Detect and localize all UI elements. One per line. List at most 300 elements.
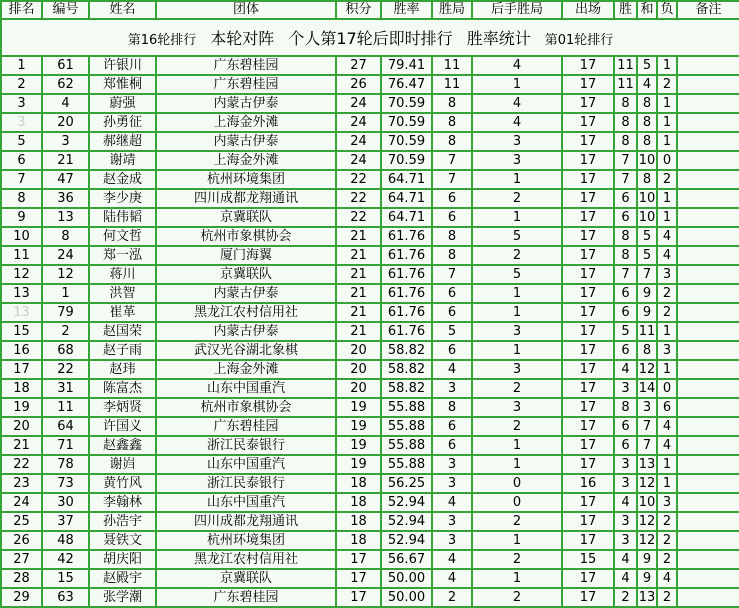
points-cell: 19 [336,417,381,436]
win-rate-cell: 64.71 [381,170,432,189]
games-played-cell: 17 [562,113,614,132]
note-cell [677,265,739,284]
second-move-wins-cell: 4 [472,94,562,113]
player-name-cell: 李少庚 [89,189,156,208]
player-id-cell: 20 [42,113,89,132]
rank-cell: 13 [1,284,42,303]
win-rate-cell: 55.88 [381,398,432,417]
draw-cell: 8 [637,341,657,360]
note-cell [677,170,739,189]
table-row [1,246,739,265]
draw-cell: 10 [638,210,656,225]
second-move-wins-cell: 3 [472,360,562,379]
second-move-wins-cell: 1 [472,75,562,94]
wins-cell: 6 [432,189,472,208]
note-cell [677,113,739,132]
rank-cell: 3 [1,113,42,132]
win-rate-cell: 64.71 [381,208,432,227]
wins-cell: 6 [432,417,472,436]
games-played-cell: 17 [562,227,614,246]
table-row [1,474,739,493]
win-rate-cell: 70.59 [381,151,432,170]
note-cell [677,398,739,417]
second-move-wins-cell: 1 [472,455,562,474]
wins-cell: 7 [432,151,472,170]
points-cell: 17 [336,588,381,607]
rank-cell: 15 [1,322,42,341]
wins-cell: 8 [432,132,472,151]
player-id-cell: 13 [42,208,89,227]
games-played-cell: 17 [562,588,614,607]
team-cell: 京冀联队 [156,569,336,588]
draw-cell: 8 [637,170,657,189]
table-row [1,75,739,94]
table-row [1,455,739,474]
wins-cell: 7 [432,170,472,189]
points-cell: 18 [336,531,381,550]
second-move-wins-cell: 1 [472,531,562,550]
loss-cell: 4 [657,227,677,246]
team-cell: 广东碧桂园 [156,56,336,75]
wins-cell: 6 [432,303,472,322]
games-played-cell: 15 [562,550,614,569]
table-row [1,398,739,417]
nav-link-win-rate-stats[interactable]: 胜率统计 [466,29,531,48]
table-row [1,341,739,360]
games-played-cell: 17 [562,341,614,360]
wins-cell: 4 [432,360,472,379]
table-row [1,94,739,113]
loss-cell: 2 [657,170,677,189]
rank-cell: 3 [1,94,42,113]
player-id-cell: 4 [42,94,89,113]
player-id-cell: 2 [42,322,89,341]
nav-link-round16-ranking[interactable]: 第16轮排行 [127,33,197,48]
draw-cell: 10 [638,495,656,510]
wins-cell: 4 [432,550,472,569]
nav-link-individual-round17-live-ranking[interactable]: 个人第17轮后即时排行 [288,29,453,48]
player-name-cell: 崔革 [89,303,156,322]
win-rate-cell: 70.59 [381,132,432,151]
games-played-cell: 17 [562,531,614,550]
win-rate-cell: 52.94 [381,531,432,550]
win-rate-cell: 55.88 [381,455,432,474]
games-played-cell: 17 [562,265,614,284]
team-cell: 山东中国重汽 [156,379,336,398]
player-id-cell: 79 [42,303,89,322]
second-move-wins-cell: 1 [472,303,562,322]
points-cell: 19 [336,455,381,474]
win-cell: 7 [614,151,637,170]
second-move-wins-cell: 5 [472,265,562,284]
draw-cell: 10 [638,191,656,206]
player-id-cell: 15 [42,569,89,588]
games-played-cell: 17 [562,417,614,436]
loss-cell: 1 [657,113,677,132]
games-played-cell: 17 [562,132,614,151]
player-id-cell: 47 [42,170,89,189]
second-move-wins-cell: 1 [472,436,562,455]
wins-cell: 11 [432,56,472,75]
second-move-wins-cell: 4 [472,56,562,75]
team-cell: 浙江民泰银行 [156,436,336,455]
note-cell [677,493,739,512]
table-row [1,569,739,588]
player-id-cell: 11 [42,398,89,417]
win-rate-cell: 61.76 [381,322,432,341]
player-id-cell: 3 [42,132,89,151]
team-cell: 黑龙江农村信用社 [156,550,336,569]
second-move-wins-cell: 3 [472,322,562,341]
games-played-cell: 17 [562,246,614,265]
player-name-cell: 许国义 [89,417,156,436]
loss-cell: 4 [657,569,677,588]
table-row [1,56,739,75]
wins-cell: 6 [432,436,472,455]
second-move-wins-cell: 2 [472,417,562,436]
win-rate-cell: 58.82 [381,379,432,398]
win-rate-cell: 61.76 [381,303,432,322]
win-cell: 6 [614,189,637,208]
column-header-draw: 和 [637,1,657,19]
player-id-cell: 71 [42,436,89,455]
rank-cell: 17 [1,360,42,379]
points-cell: 22 [336,170,381,189]
games-played-cell: 17 [562,455,614,474]
second-move-wins-cell: 1 [472,341,562,360]
games-played-cell: 16 [562,474,614,493]
table-row [1,303,739,322]
second-move-wins-cell: 2 [472,189,562,208]
team-cell: 内蒙古伊泰 [156,132,336,151]
note-cell [677,436,739,455]
column-header-rank: 排名 [1,1,42,19]
player-name-cell: 李翰林 [89,493,156,512]
points-cell: 17 [336,550,381,569]
note-cell [677,550,739,569]
column-header-player-id: 编号 [42,1,89,19]
rank-cell: 19 [1,398,42,417]
loss-cell: 1 [657,132,677,151]
games-played-cell: 17 [562,569,614,588]
win-cell: 6 [614,208,637,227]
column-header-win: 胜 [614,1,637,19]
column-header-loss: 负 [657,1,677,19]
loss-cell: 1 [657,94,677,113]
points-cell: 21 [336,322,381,341]
player-id-cell: 8 [42,227,89,246]
player-id-cell: 22 [42,360,89,379]
win-cell: 7 [614,170,637,189]
games-played-cell: 17 [562,189,614,208]
win-cell: 7 [614,265,637,284]
rank-cell: 12 [1,265,42,284]
player-name-cell: 郑惟桐 [89,75,156,94]
points-cell: 24 [336,151,381,170]
second-move-wins-cell: 1 [472,284,562,303]
second-move-wins-cell: 2 [472,379,562,398]
draw-cell: 7 [637,436,657,455]
note-cell [677,56,739,75]
player-name-cell: 赵子雨 [89,341,156,360]
points-cell: 22 [336,189,381,208]
win-cell: 6 [614,303,637,322]
wins-cell: 8 [432,227,472,246]
team-cell: 杭州市象棋协会 [156,227,336,246]
team-cell: 上海金外滩 [156,113,336,132]
rank-cell: 13 [1,303,42,322]
loss-cell: 6 [657,398,677,417]
second-move-wins-cell: 0 [472,474,562,493]
player-name-cell: 赵殿宇 [89,569,156,588]
team-cell: 浙江民泰银行 [156,474,336,493]
player-id-cell: 73 [42,474,89,493]
rank-cell: 1 [1,56,42,75]
column-header-second-move-wins: 后手胜局 [472,1,562,19]
win-rate-cell: 79.41 [381,56,432,75]
rank-cell: 23 [1,474,42,493]
note-cell [677,512,739,531]
games-played-cell: 17 [562,512,614,531]
win-rate-cell: 70.59 [381,94,432,113]
nav-row [1,19,739,56]
rank-cell: 29 [1,588,42,607]
player-name-cell: 蔚强 [89,94,156,113]
player-id-cell: 31 [42,379,89,398]
second-move-wins-cell: 0 [472,493,562,512]
rank-cell: 6 [1,151,42,170]
wins-cell: 6 [432,284,472,303]
player-id-cell: 78 [42,455,89,474]
loss-cell: 1 [657,322,677,341]
second-move-wins-cell: 2 [472,550,562,569]
table-row [1,113,739,132]
note-cell [677,246,739,265]
player-name-cell: 李炳贤 [89,398,156,417]
loss-cell: 4 [657,417,677,436]
team-cell: 武汉光谷湖北象棋 [156,341,336,360]
table-row [1,189,739,208]
loss-cell: 3 [657,265,677,284]
second-move-wins-cell: 5 [472,227,562,246]
loss-cell: 4 [657,246,677,265]
draw-cell: 12 [638,476,656,491]
team-cell: 厦门海翼 [156,246,336,265]
rank-cell: 28 [1,569,42,588]
team-cell: 四川成都龙翔通讯 [156,512,336,531]
second-move-wins-cell: 1 [472,170,562,189]
games-played-cell: 17 [562,360,614,379]
team-cell: 黑龙江农村信用社 [156,303,336,322]
win-cell: 8 [614,227,637,246]
games-played-cell: 17 [562,170,614,189]
wins-cell: 8 [432,113,472,132]
points-cell: 21 [336,284,381,303]
table-row [1,208,739,227]
team-cell: 内蒙古伊泰 [156,284,336,303]
draw-cell: 13 [638,590,656,605]
wins-cell: 8 [432,398,472,417]
rank-cell: 8 [1,189,42,208]
loss-cell: 2 [657,588,677,607]
player-id-cell: 30 [42,493,89,512]
loss-cell: 1 [657,56,677,75]
win-cell: 11 [614,56,637,75]
win-rate-cell: 64.71 [381,189,432,208]
wins-cell: 8 [432,246,472,265]
rank-cell: 21 [1,436,42,455]
note-cell [677,379,739,398]
table-row [1,284,739,303]
second-move-wins-cell: 3 [472,151,562,170]
win-cell: 8 [614,398,637,417]
draw-cell: 5 [637,227,657,246]
wins-cell: 4 [432,493,472,512]
win-cell: 5 [614,322,637,341]
player-id-cell: 61 [42,56,89,75]
nav-link-round01-ranking[interactable]: 第01轮排行 [544,33,614,48]
draw-cell: 7 [637,265,657,284]
rank-cell: 7 [1,170,42,189]
draw-cell: 7 [637,417,657,436]
points-cell: 24 [336,94,381,113]
column-header-games-played: 出场 [562,1,614,19]
win-cell: 4 [614,493,637,512]
win-rate-cell: 50.00 [381,569,432,588]
second-move-wins-cell: 2 [472,246,562,265]
games-played-cell: 17 [562,322,614,341]
note-cell [677,208,739,227]
note-cell [677,303,739,322]
rank-cell: 26 [1,531,42,550]
player-id-cell: 64 [42,417,89,436]
wins-cell: 7 [432,265,472,284]
team-cell: 山东中国重汽 [156,455,336,474]
table-row [1,322,739,341]
player-name-cell: 蒋川 [89,265,156,284]
win-rate-cell: 58.82 [381,360,432,379]
win-cell: 2 [614,588,637,607]
draw-cell: 14 [638,381,656,396]
points-cell: 21 [336,303,381,322]
player-id-cell: 1 [42,284,89,303]
note-cell [677,151,739,170]
note-cell [677,531,739,550]
draw-cell: 11 [638,324,656,339]
win-cell: 6 [614,284,637,303]
win-cell: 8 [614,94,637,113]
win-rate-cell: 50.00 [381,588,432,607]
player-id-cell: 62 [42,75,89,94]
player-id-cell: 21 [42,151,89,170]
player-id-cell: 42 [42,550,89,569]
rank-cell: 25 [1,512,42,531]
player-id-cell: 36 [42,189,89,208]
loss-cell: 0 [657,379,677,398]
games-played-cell: 17 [562,436,614,455]
points-cell: 20 [336,341,381,360]
table-row [1,550,739,569]
games-played-cell: 17 [562,398,614,417]
loss-cell: 0 [657,151,677,170]
draw-cell: 5 [637,246,657,265]
points-cell: 18 [336,493,381,512]
player-name-cell: 赵国荣 [89,322,156,341]
player-name-cell: 洪智 [89,284,156,303]
note-cell [677,132,739,151]
player-id-cell: 12 [42,265,89,284]
win-rate-cell: 58.82 [381,341,432,360]
table-row [1,512,739,531]
loss-cell: 2 [657,303,677,322]
team-cell: 内蒙古伊泰 [156,94,336,113]
draw-cell: 4 [637,75,657,94]
player-name-cell: 黄竹风 [89,474,156,493]
win-cell: 4 [614,360,637,379]
note-cell [677,189,739,208]
wins-cell: 8 [432,94,472,113]
note-cell [677,227,739,246]
player-name-cell: 陈富杰 [89,379,156,398]
player-id-cell: 48 [42,531,89,550]
team-cell: 山东中国重汽 [156,493,336,512]
draw-cell: 9 [637,303,657,322]
player-name-cell: 孙浩宇 [89,512,156,531]
table-row [1,227,739,246]
rank-cell: 16 [1,341,42,360]
player-name-cell: 何文哲 [89,227,156,246]
team-cell: 上海金外滩 [156,151,336,170]
table-row [1,493,739,512]
nav-link-current-round-pairings[interactable]: 本轮对阵 [210,29,275,48]
wins-cell: 6 [432,341,472,360]
table-row [1,379,739,398]
team-cell: 杭州环境集团 [156,531,336,550]
column-header-win-rate: 胜率 [381,1,432,19]
column-header-points: 积分 [336,1,381,19]
win-cell: 8 [614,132,637,151]
win-cell: 11 [614,75,637,94]
team-cell: 四川成都龙翔通讯 [156,189,336,208]
player-id-cell: 68 [42,341,89,360]
games-played-cell: 17 [562,303,614,322]
draw-cell: 8 [637,132,657,151]
loss-cell: 2 [657,75,677,94]
second-move-wins-cell: 1 [472,208,562,227]
header-row [1,1,739,19]
loss-cell: 1 [657,455,677,474]
win-cell: 3 [614,379,637,398]
win-rate-cell: 70.59 [381,113,432,132]
wins-cell: 3 [432,379,472,398]
note-cell [677,94,739,113]
table-row [1,360,739,379]
win-cell: 8 [614,246,637,265]
points-cell: 24 [336,132,381,151]
player-name-cell: 郑一泓 [89,246,156,265]
rank-cell: 18 [1,379,42,398]
team-cell: 内蒙古伊泰 [156,322,336,341]
note-cell [677,360,739,379]
note-cell [677,474,739,493]
win-cell: 3 [614,474,637,493]
wins-cell: 6 [432,208,472,227]
player-name-cell: 陆伟韬 [89,208,156,227]
player-id-cell: 37 [42,512,89,531]
win-rate-cell: 55.88 [381,417,432,436]
win-cell: 3 [614,455,637,474]
note-cell [677,322,739,341]
